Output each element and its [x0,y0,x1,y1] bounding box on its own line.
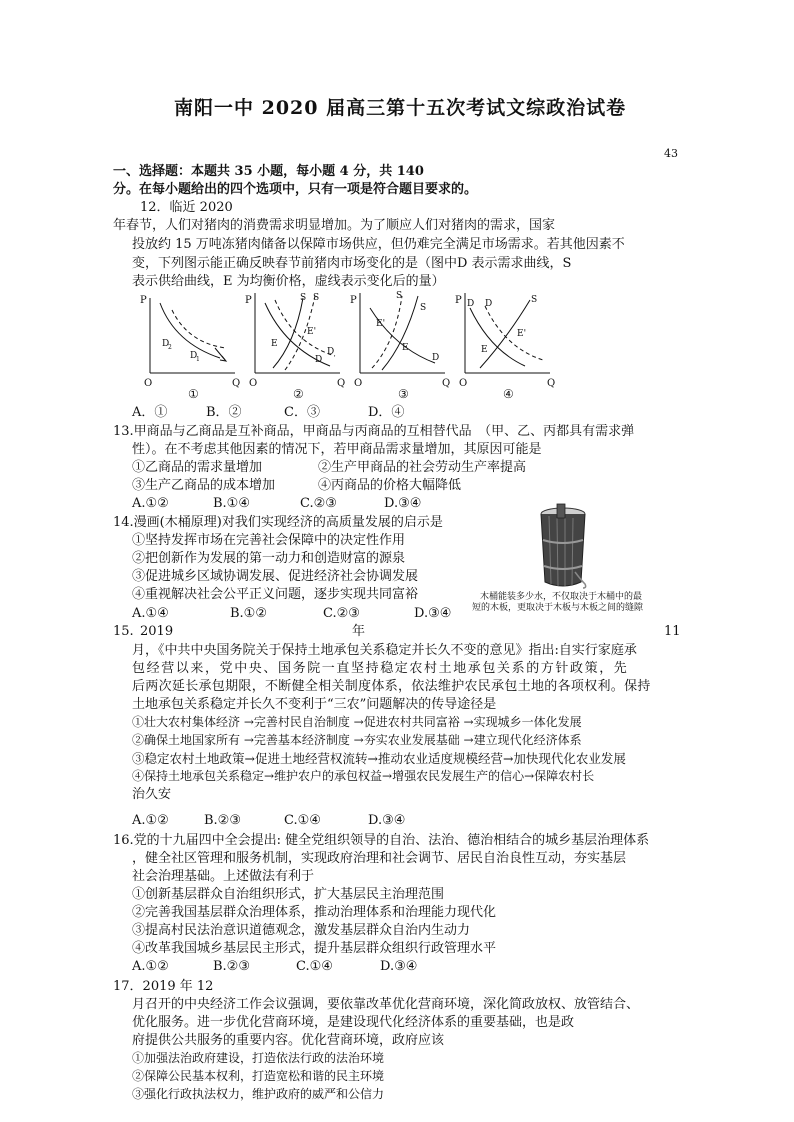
q15-item: 治久安 [132,787,172,802]
svg-text:1: 1 [196,356,200,363]
q15-stem-line: 土地承包关系稳定并长久不变利于“三农”问题解决的传导途径是 [132,697,497,712]
q16-option-a[interactable]: A.①② [132,959,169,974]
graph-label-2: ② [293,387,304,401]
q15-option-b[interactable]: B.②③ [204,813,241,828]
q12-stem-line: 年春节，人们对猪肉的消费需求明显增加。为了顺应人们对猪肉的需求，国家 [113,218,556,233]
svg-text:S: S [420,303,427,313]
graph-label-1: ① [188,387,199,401]
supply-demand-graphs [130,288,556,400]
q16-item: ③提高村民法治意识道德观念，激发基层群众自治内生动力 [132,923,471,938]
q16-stem-line: ，健全社区管理和服务机制，实现政府治理和社会调节、居民自治良性互动，夯实基层 [132,851,627,866]
q16-item: ④改革我国城乡基层民主形式，提升基层群众组织行政管理水平 [132,941,497,956]
q16-stem-line: 社会治理基础。上述做法有利于 [132,869,315,884]
q14-item: ①坚持发挥市场在完善社会保障中的决定性作用 [132,533,406,548]
q14-option-a[interactable]: A.①④ [132,606,169,621]
q15-option-d[interactable]: D.③④ [368,813,406,828]
svg-text:O: O [354,378,363,389]
q13-stem-line: 性）。在不考虑其他因素的情况下，若甲商品需求量增加，其原因可能是 [132,442,542,457]
svg-text:O: O [144,378,153,389]
q15-stem-line: 包经营以来，党中央、国务院一直坚持稳定农村土地承包关系的方针政策，先 [132,661,629,676]
q14-option-b[interactable]: B.①② [230,606,267,621]
q13-option-d[interactable]: D.③④ [384,496,422,511]
svg-text:D: D [315,355,323,365]
q17-stem-line: 月召开的中央经济工作会议强调，要依靠改革优化营商环境，深化简政放权、放管结合、 [132,997,640,1012]
section-heading-line1: 一、选择题：本题共 35 小题，每小题 4 分，共 140 [113,164,424,179]
wooden-bucket-illustration [535,500,595,592]
q15-month: 11 [664,624,681,639]
svg-text:S: S [531,295,538,305]
q15-stem-line: 后两次延长承包期限，不断健全相关制度体系，依法维护农民承包土地的各项权利。保持 [132,679,651,694]
bucket-caption-line: 短的木板，更取决于木板与木板之间的缝隙 [472,603,644,613]
q14-option-c[interactable]: C.②③ [323,606,360,621]
q13-item: ③生产乙商品的成本增加 [132,478,276,493]
q14-option-d[interactable]: D.③④ [414,606,452,621]
svg-text:Q: Q [232,378,241,389]
q16-option-d[interactable]: D.③④ [380,959,418,974]
q14-stem: 14.漫画(木桶原理)对我们实现经济的高质量发展的启示是 [113,515,443,530]
svg-text:D: D [467,299,475,309]
svg-text:P: P [455,295,462,306]
svg-text:E: E [271,339,278,349]
q13-item: ④丙商品的价格大幅降低 [318,478,462,493]
q15-option-c[interactable]: C.①④ [284,813,321,828]
page-number: 43 [664,147,678,160]
svg-text:O: O [459,378,468,389]
q15-stem-line: 月，《中共中央国务院关于保持土地承包关系稳定并长久不变的意见》指出:自实行家庭承 [132,643,637,658]
q12-option-d[interactable]: D．④ [368,405,405,420]
svg-text:S: S [396,291,403,301]
svg-text:P: P [140,295,147,306]
svg-text:P: P [245,295,252,306]
svg-text:2: 2 [168,344,172,351]
q16-option-c[interactable]: C.①④ [296,959,333,974]
graph-3 [350,291,450,389]
q14-item: ④重视解决社会公平正义问题，逐步实现共同富裕 [132,587,419,602]
q17-item: ②保障公民基本权利，打造宽松和谐的民主环境 [132,1069,385,1083]
q17-stem-line: 府提供公共服务的重要内容。优化营商环境，政府应该 [132,1033,445,1048]
q13-item: ①乙商品的需求量增加 [132,460,263,475]
q16-stem-line: 16.党的十九届四中全会提出: 健全党组织领导的自治、法治、德治相结合的城乡基层治理体系 [113,833,650,848]
q17-number: 17．2019 年 12 [113,979,214,994]
q15-year: 2019 [140,624,174,639]
q12-option-c[interactable]: C．③ [284,405,320,420]
q17-stem-line: 优化服务。进一步优化营商环境，是建设现代化经济体系的重要基础，也是政 [132,1015,575,1030]
svg-text:E': E' [376,319,386,329]
q17-item: ①加强法治政府建设，打造依法行政的法治环境 [132,1051,385,1065]
q15-item: ③稳定农村土地政策→促进土地经营权流转→推动农业适度规模经营→加快现代化农业发展 [132,751,626,766]
graph-1 [140,295,240,389]
svg-text:O: O [249,378,258,389]
q15-item: ②确保土地国家所有 →完善基本经济制度 →夯实农业发展基础 →建立现代化经济体系 [132,733,582,747]
svg-text:E: E [402,343,409,353]
q13-item: ②生产甲商品的社会劳动生产率提高 [318,460,527,475]
svg-text:P: P [350,295,357,306]
q16-option-b[interactable]: B.②③ [213,959,250,974]
page-title: 南阳一中 2020 届高三第十五次考试文综政治试卷 [174,97,627,119]
q12-stem-line: 变，下列图示能正确反映春节前猪肉市场变化的是（图中D 表示需求曲线，S [132,256,572,271]
q16-item: ①创新基层群众自治组织形式，扩大基层民主治理范围 [132,887,445,902]
svg-text:D: D [162,339,170,349]
q12-stem-line: 投放约 15 万吨冻猪肉储备以保障市场供应，但仍难完全满足市场需求。若其他因素不 [132,237,625,252]
q15-item: ①壮大农村集体经济 →完善村民自治制度 →促进农村共同富裕 →实现城乡一体化发展 [132,715,582,729]
q13-option-b[interactable]: B.①④ [213,496,250,511]
graph-label-4: ④ [503,387,514,401]
svg-text:S: S [300,293,307,303]
q13-stem-line: 13.甲商品与乙商品是互补商品，甲商品与丙商品的互相替代品 （甲、乙、丙都具有需求弹 [113,424,635,439]
q12-stem-line: 表示供给曲线，E 为均衡价格，虚线表示变化后的量） [132,274,445,289]
svg-text:E': E' [307,327,317,337]
q13-option-a[interactable]: A.①② [132,496,169,511]
q15-number: 15. [113,624,134,639]
q12-option-b[interactable]: B．② [206,405,242,420]
svg-text:S: S [313,293,320,303]
bucket-caption [472,592,643,614]
svg-text:D: D [190,351,198,361]
q15-option-a[interactable]: A.①② [132,813,169,828]
svg-text:E: E [481,345,488,355]
svg-text:Q: Q [442,378,451,389]
q12-option-a[interactable]: A．① [132,405,168,420]
q14-item: ③促进城乡区域协调发展、促进经济社会协调发展 [132,569,419,584]
svg-text:E': E' [517,329,527,339]
q12-number: 12．临近 2020 [140,200,233,215]
q16-item: ②完善我国基层群众治理体系，推动治理体系和治理能力现代化 [132,905,497,920]
svg-text:Q: Q [547,378,556,389]
graph-2 [245,293,345,389]
graph-label-3: ③ [398,387,409,401]
svg-text:D: D [432,353,440,363]
bucket-caption-line: 木桶能装多少水，不仅取决于木桶中的最 [480,592,643,602]
graph-4 [455,293,555,389]
section-heading-line2: 分。在每小题给出的四个选项中，只有一项是符合题目要求的。 [113,182,478,197]
q15-year-char: 年 [352,624,366,639]
q15-item: ④保持土地承包关系稳定→维护农户的承包权益→增强农民发展生产的信心→保障农村长 [132,769,595,783]
svg-text:D: D [327,347,335,357]
svg-text:Q: Q [337,378,346,389]
q13-option-c[interactable]: C.②③ [300,496,337,511]
svg-text:D: D [485,299,493,309]
q17-item: ③强化行政执法权力，维护政府的威严和公信力 [132,1087,385,1101]
q14-item: ②把创新作为发展的第一动力和创造财富的源泉 [132,551,406,566]
